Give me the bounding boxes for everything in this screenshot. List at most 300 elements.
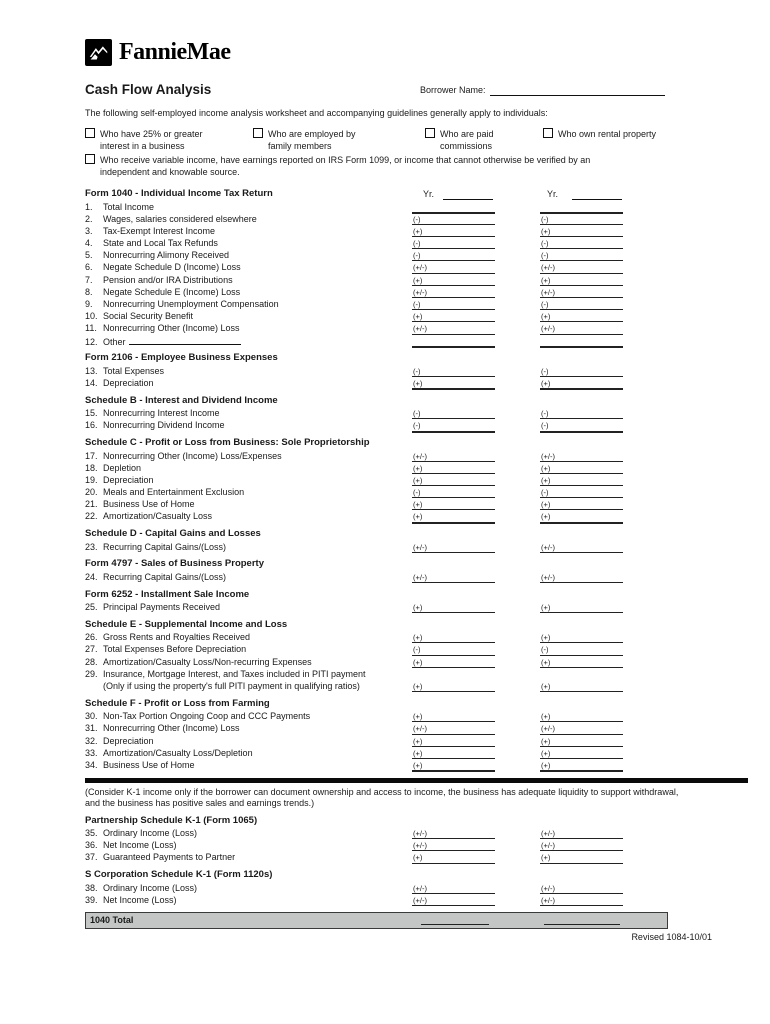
amount-input-line-year2[interactable] [540, 335, 623, 348]
amount-sign: (+/-) [541, 829, 555, 839]
row-label: Nonrecurring Other (Income) Loss [103, 323, 240, 334]
amount-sign: (+) [541, 736, 551, 746]
amount-sign: (+/-) [413, 724, 427, 734]
amount-sign: (-) [541, 300, 549, 309]
row-label: Depletion [103, 462, 142, 473]
amount-input-line-year2[interactable] [540, 322, 623, 334]
amount-input-line-year1[interactable] [412, 249, 495, 261]
amount-sign: (+) [541, 226, 551, 236]
amount-sign: (+) [541, 633, 551, 643]
row-number: 11. [85, 323, 97, 334]
amount-input-line-year2[interactable] [540, 882, 623, 894]
amount-input-line-year2[interactable] [540, 486, 623, 498]
form-row [85, 237, 665, 249]
checkbox-option-2 [253, 128, 356, 152]
amount-sign: (+/-) [413, 263, 427, 273]
section-heading: Schedule E - Supplemental Income and Loss [85, 618, 288, 630]
total-amount-line-year1[interactable] [421, 924, 489, 925]
brand-name: FannieMae [119, 38, 231, 65]
amount-input-line-year2[interactable] [540, 419, 623, 432]
amount-sign: (+) [413, 512, 423, 522]
form-row [85, 486, 665, 498]
form-row [85, 474, 665, 486]
row-label: Guaranteed Payments to Partner [103, 852, 236, 863]
amount-sign: (+/-) [413, 895, 427, 905]
amount-input-line-year1[interactable] [412, 213, 495, 225]
amount-input-line-year1[interactable] [412, 710, 495, 722]
borrower-name-input-line[interactable] [490, 80, 665, 96]
row-label: Ordinary Income (Loss) [103, 882, 198, 893]
section-heading: Schedule B - Interest and Dividend Income [85, 394, 278, 406]
row-number: 13. [85, 365, 98, 376]
amount-input-line-year1[interactable] [412, 541, 495, 553]
row-number: 33. [85, 747, 98, 758]
amount-sign: (-) [413, 251, 421, 261]
row-number: 32. [85, 735, 98, 746]
form-row [85, 510, 665, 522]
checkbox-label: Who own rental property [558, 129, 657, 139]
form-row [85, 249, 665, 261]
amount-input-line-year2[interactable] [540, 225, 623, 237]
amount-input-line-year2[interactable] [540, 237, 623, 249]
row-number: 23. [85, 541, 98, 552]
amount-sign: (+) [413, 603, 423, 612]
amount-sign: (+/-) [541, 287, 555, 297]
amount-input-line-year2[interactable] [540, 894, 623, 906]
row-label: Nonrecurring Interest Income [103, 408, 220, 419]
amount-input-line-year1[interactable] [412, 450, 495, 462]
checkbox-label: commissions [440, 140, 493, 151]
amount-input-line-year1[interactable] [412, 474, 495, 486]
amount-input-line-year1[interactable] [412, 486, 495, 498]
row-number: 25. [85, 602, 98, 612]
amount-sign: (-) [413, 366, 421, 376]
amount-sign: (-) [541, 421, 549, 431]
amount-input-line-year2[interactable] [540, 261, 623, 273]
amount-input-line-year1[interactable] [412, 882, 495, 894]
form-row [85, 541, 665, 553]
amount-sign: (-) [413, 300, 421, 309]
k1-consideration-note [85, 787, 748, 809]
amount-input-line-year1[interactable] [412, 335, 495, 348]
year1-label: Yr. [423, 189, 435, 199]
amount-input-line-year2[interactable] [540, 827, 623, 839]
amount-input-line-year1[interactable] [412, 827, 495, 839]
amount-input-line-year1[interactable] [412, 298, 495, 310]
amount-input-line-year1[interactable] [412, 310, 495, 322]
checkbox-option-line [425, 128, 494, 141]
checkbox-grid [85, 128, 665, 153]
checkbox-label: Who are employed by [268, 129, 356, 139]
row-number: 27. [85, 644, 98, 655]
checkbox[interactable] [425, 128, 435, 138]
form-content [85, 36, 712, 942]
checkbox[interactable] [253, 128, 263, 138]
section-heading: Schedule F - Profit or Loss from Farming [85, 697, 270, 709]
form-row [85, 310, 665, 322]
form-row [85, 462, 665, 474]
form-row [85, 631, 665, 643]
amount-sign: (+) [413, 312, 423, 322]
amount-input-line-year2[interactable] [540, 510, 623, 523]
amount-input-line-year1[interactable] [412, 377, 495, 390]
section-heading: Form 1040 - Individual Income Tax Return Yr. Yr. [85, 188, 665, 201]
form-row [85, 322, 665, 334]
amount-sign: (+/-) [541, 724, 555, 734]
amount-sign: (+) [541, 681, 551, 691]
row-number: 1. [85, 201, 93, 212]
amount-sign: (-) [413, 409, 421, 419]
row-label: Depreciation [103, 474, 154, 485]
amount-input-line-year2[interactable] [540, 643, 623, 655]
row-number: 29. [85, 668, 98, 679]
checkbox-label: Who receive variable income, have earnings reported on IRS Form 1099, or income that cannot otherwise be verified by an [100, 155, 591, 165]
amount-sign: (+/-) [413, 324, 427, 334]
form-row [85, 839, 665, 851]
amount-input-line-year2[interactable] [540, 274, 623, 286]
amount-sign: (+/-) [541, 883, 555, 893]
row-number: 8. [85, 286, 93, 297]
amount-sign: (+/-) [541, 542, 555, 552]
row-number: 21. [85, 499, 98, 510]
form-row [85, 643, 665, 655]
amount-input-line-year2[interactable] [540, 286, 623, 298]
row-number: 36. [85, 840, 98, 851]
amount-sign: (+) [413, 657, 423, 667]
amount-input-line-year2[interactable] [540, 656, 623, 668]
row-label: Negate Schedule E (Income) Loss [103, 286, 241, 297]
section-heading: Form 2106 - Employee Business Expenses [85, 352, 278, 364]
checkbox-option-line [253, 141, 356, 153]
amount-input-line-year1[interactable] [412, 851, 495, 863]
checkbox[interactable] [85, 154, 95, 164]
amount-input-line-year2[interactable] [540, 213, 623, 225]
amount-input-line-year1[interactable] [412, 407, 495, 419]
amount-input-line-year2[interactable] [540, 462, 623, 474]
form-row [85, 851, 665, 863]
row-label: Amortization/Casualty Loss/Depletion [103, 747, 253, 758]
amount-input-line-year2[interactable] [540, 541, 623, 553]
amount-input-line-year1[interactable] [412, 839, 495, 851]
year2-input-line[interactable] [572, 187, 622, 200]
checkbox-option-line [543, 128, 656, 141]
row-number: 6. [85, 262, 93, 273]
row-number: 28. [85, 656, 98, 667]
amount-sign: (+) [541, 312, 551, 322]
form-row [85, 747, 665, 759]
amount-input-line-year1[interactable] [412, 680, 495, 692]
checkbox-option-line [85, 167, 665, 179]
amount-sign: (-) [413, 421, 421, 431]
amount-input-line-year2[interactable] [540, 407, 623, 419]
amount-sign: (+) [541, 712, 551, 722]
section-heading: Form 6252 - Installment Sale Income [85, 588, 250, 600]
amount-sign: (-) [413, 239, 421, 249]
section-heading: Schedule C - Profit or Loss from Business: Sole Proprietorship [85, 437, 370, 448]
form-row [85, 335, 665, 347]
intro-text: The following self-employed income analysis worksheet and accompanying guidelines generally apply to individuals: [85, 108, 548, 118]
amount-input-line-year1[interactable] [412, 261, 495, 273]
row-label: Insurance, Mortgage Interest, and Taxes included in PITI payment [103, 668, 366, 679]
amount-sign: (+) [541, 657, 551, 667]
amount-input-line-year2[interactable] [540, 474, 623, 486]
checkbox-option-line [85, 154, 665, 167]
section-heading: Schedule D - Capital Gains and Losses [85, 528, 261, 540]
row-number: 10. [85, 311, 98, 322]
row-number: 9. [85, 299, 93, 309]
row-number: 5. [85, 250, 93, 261]
amount-input-line-year1[interactable] [412, 274, 495, 286]
row-label: Amortization/Casualty Loss/Non-recurring Expenses [103, 656, 312, 667]
form-row [85, 365, 665, 377]
amount-sign: (+) [541, 463, 551, 473]
amount-input-line-year2[interactable] [540, 377, 623, 390]
amount-input-line-year1[interactable] [412, 631, 495, 643]
amount-input-line-year2[interactable] [540, 365, 623, 377]
row-number: 30. [85, 711, 98, 722]
form-row [85, 213, 665, 225]
amount-input-line-year2[interactable] [540, 851, 623, 863]
amount-input-line-year2[interactable] [540, 747, 623, 759]
total-bar-label: 1040 Total [90, 915, 134, 925]
form-row [85, 286, 665, 298]
form-row [85, 882, 665, 894]
form-row [85, 680, 665, 692]
amount-input-line-year1[interactable] [412, 643, 495, 655]
form-row [85, 201, 665, 213]
row-number: 14. [85, 377, 98, 388]
form-row [85, 298, 665, 310]
amount-sign: (-) [413, 214, 421, 224]
amount-input-line-year1[interactable] [412, 510, 495, 523]
year2-label: Yr. [547, 189, 559, 199]
row-number: 34. [85, 759, 98, 770]
amount-input-line-year1[interactable] [412, 722, 495, 734]
amount-input-line-year1[interactable] [412, 894, 495, 906]
checkbox-label: Who have 25% or greater [100, 129, 203, 139]
form-row [85, 225, 665, 237]
amount-input-line-year2[interactable] [540, 722, 623, 734]
section-heading: Form 4797 - Sales of Business Property [85, 558, 264, 570]
amount-input-line-year2[interactable] [540, 498, 623, 510]
amount-input-line-year2[interactable] [540, 601, 623, 613]
amount-sign: (+/-) [413, 829, 427, 839]
amount-sign: (-) [413, 645, 421, 655]
row-label: Nonrecurring Alimony Received [103, 250, 230, 261]
row-label: Other [103, 336, 126, 347]
amount-sign: (+/-) [541, 324, 555, 334]
amount-input-line-year2[interactable] [540, 735, 623, 747]
row-number: 31. [85, 723, 98, 734]
amount-sign: (-) [541, 366, 549, 376]
amount-input-line-year1[interactable] [412, 462, 495, 474]
form-row [85, 656, 665, 668]
amount-sign: (-) [541, 645, 549, 655]
row-label: Depreciation [103, 377, 154, 388]
amount-sign: (+/-) [541, 841, 555, 851]
amount-input-line-year1[interactable] [412, 237, 495, 249]
row-label: Nonrecurring Unemployment Compensation [103, 299, 279, 309]
checkbox-label: independent and knowable source. [100, 166, 240, 177]
amount-sign: (+/-) [413, 841, 427, 851]
checkbox-label: Who are paid [440, 129, 494, 139]
amount-input-line-year1[interactable] [412, 601, 495, 613]
form-row [85, 735, 665, 747]
year1-input-line[interactable] [443, 187, 493, 200]
k1-note-line: and the business has positive sales and earnings trends.) [85, 798, 315, 809]
amount-sign: (+/-) [413, 451, 427, 461]
section-heading: Partnership Schedule K-1 (Form 1065) [85, 814, 258, 826]
amount-input-line-year1[interactable] [412, 747, 495, 759]
form-row [85, 759, 665, 771]
amount-sign: (+) [541, 500, 551, 510]
amount-input-line-year2[interactable] [540, 680, 623, 692]
row-number: 15. [85, 408, 98, 419]
section-heading: S Corporation Schedule K-1 (Form 1120s) [85, 869, 273, 881]
other-description-input-line[interactable] [129, 335, 241, 345]
checkbox-option-3 [425, 128, 494, 152]
form-row [85, 571, 665, 583]
amount-sign: (+/-) [541, 451, 555, 461]
row-number: 17. [85, 450, 98, 461]
revision-note: Revised 1084-10/01 [631, 932, 712, 942]
amount-sign: (+) [413, 712, 423, 722]
amount-sign: (+) [541, 748, 551, 758]
row-label: Net Income (Loss) [103, 894, 177, 905]
total-bar [85, 912, 668, 929]
k1-note-line: (Consider K-1 income only if the borrower can document ownership and access to income, the business has adequate liquidity to support withdrawal, [85, 787, 679, 798]
amount-input-line-year1[interactable] [412, 225, 495, 237]
form-row [85, 827, 665, 839]
amount-input-line-year2[interactable] [540, 759, 623, 772]
form-row [85, 894, 665, 906]
form-sections [85, 188, 679, 906]
row-number: 24. [85, 571, 98, 582]
amount-sign: (+/-) [413, 287, 427, 297]
amount-sign: (+) [541, 853, 551, 863]
checkbox-option-line [253, 128, 356, 141]
amount-input-line-year1[interactable] [412, 286, 495, 298]
row-label: Nonrecurring Dividend Income [103, 420, 225, 431]
fanniemae-logo [85, 36, 665, 68]
row-label: Nonrecurring Other (Income) Loss/Expenses [103, 450, 282, 461]
row-number: 20. [85, 487, 98, 498]
amount-sign: (+) [413, 275, 423, 285]
row-label: (Only if using the property's full PITI payment in qualifying ratios) [103, 680, 360, 691]
amount-input-line-year1[interactable] [412, 322, 495, 334]
amount-input-line-year2[interactable] [540, 631, 623, 643]
row-label: Nonrecurring Other (Income) Loss [103, 723, 240, 734]
amount-sign: (+/-) [541, 895, 555, 905]
page-title: Cash Flow Analysis [85, 82, 212, 97]
form-row [85, 668, 665, 680]
amount-input-line-year1[interactable] [412, 735, 495, 747]
total-amount-line-year2[interactable] [544, 924, 620, 925]
row-label: Net Income (Loss) [103, 840, 177, 851]
form-row [85, 274, 665, 286]
form-row [85, 261, 665, 273]
amount-input-line-year1[interactable] [412, 656, 495, 668]
checkbox-option-1 [85, 128, 203, 152]
amount-sign: (+/-) [413, 883, 427, 893]
row-number: 35. [85, 828, 98, 839]
amount-sign: (-) [541, 251, 549, 261]
amount-sign: (-) [541, 409, 549, 419]
title-row [85, 81, 665, 99]
borrower-name-label: Borrower Name: [420, 85, 486, 95]
row-label: Total Expenses [103, 365, 165, 376]
amount-input-line-year1[interactable] [412, 419, 495, 432]
row-number: 4. [85, 238, 93, 249]
form-row [85, 498, 665, 510]
amount-sign: (+) [413, 748, 423, 758]
checkbox-full-width [85, 154, 665, 178]
amount-sign: (+) [413, 500, 423, 510]
amount-sign: (+) [541, 760, 551, 770]
row-label: Business Use of Home [103, 759, 195, 770]
form-row [85, 450, 665, 462]
row-label: Negate Schedule D (Income) Loss [103, 262, 241, 273]
row-label: Principal Payments Received [103, 602, 221, 612]
row-label: Amortization/Casualty Loss [103, 511, 213, 522]
row-number: 26. [85, 632, 98, 643]
checkbox-label: family members [268, 140, 332, 151]
row-label: State and Local Tax Refunds [103, 238, 218, 249]
amount-sign: (+) [541, 275, 551, 285]
amount-sign: (+) [541, 475, 551, 485]
form-row [85, 722, 665, 734]
amount-input-line-year1[interactable] [412, 759, 495, 772]
checkbox[interactable] [85, 128, 95, 138]
amount-input-line-year2[interactable] [540, 249, 623, 261]
row-number: 38. [85, 882, 98, 893]
amount-input-line-year2[interactable] [540, 710, 623, 722]
form-row [85, 601, 665, 613]
amount-sign: (+) [541, 378, 551, 388]
row-label: Business Use of Home [103, 499, 195, 510]
row-label: Wages, salaries considered elsewhere [103, 213, 257, 224]
amount-input-line-year2[interactable] [540, 450, 623, 462]
row-number: 7. [85, 274, 93, 285]
amount-input-line-year1[interactable] [412, 571, 495, 583]
row-label: Social Security Benefit [103, 311, 194, 322]
row-label: Gross Rents and Royalties Received [103, 632, 251, 643]
amount-input-line-year2[interactable] [540, 839, 623, 851]
amount-sign: (+/-) [413, 572, 427, 582]
row-label: Total Expenses Before Depreciation [103, 644, 247, 655]
checkbox[interactable] [543, 128, 553, 138]
amount-sign: (-) [541, 214, 549, 224]
amount-sign: (+) [541, 603, 551, 612]
amount-input-line-year1[interactable] [412, 365, 495, 377]
amount-sign: (+/-) [541, 263, 555, 273]
row-label: Meals and Entertainment Exclusion [103, 487, 245, 498]
row-number: 18. [85, 462, 98, 473]
form-row [85, 710, 665, 722]
amount-input-line-year2[interactable] [540, 298, 623, 310]
row-number: 16. [85, 420, 98, 431]
amount-sign: (+) [413, 736, 423, 746]
amount-sign: (-) [541, 239, 549, 249]
amount-sign: (+) [413, 853, 423, 863]
amount-input-line-year2[interactable] [540, 310, 623, 322]
row-number: 2. [85, 213, 93, 224]
row-label: Recurring Capital Gains/(Loss) [103, 541, 227, 552]
form-row [85, 419, 665, 431]
amount-input-line-year2[interactable] [540, 571, 623, 583]
amount-sign: (-) [413, 488, 421, 498]
amount-input-line-year1[interactable] [412, 498, 495, 510]
